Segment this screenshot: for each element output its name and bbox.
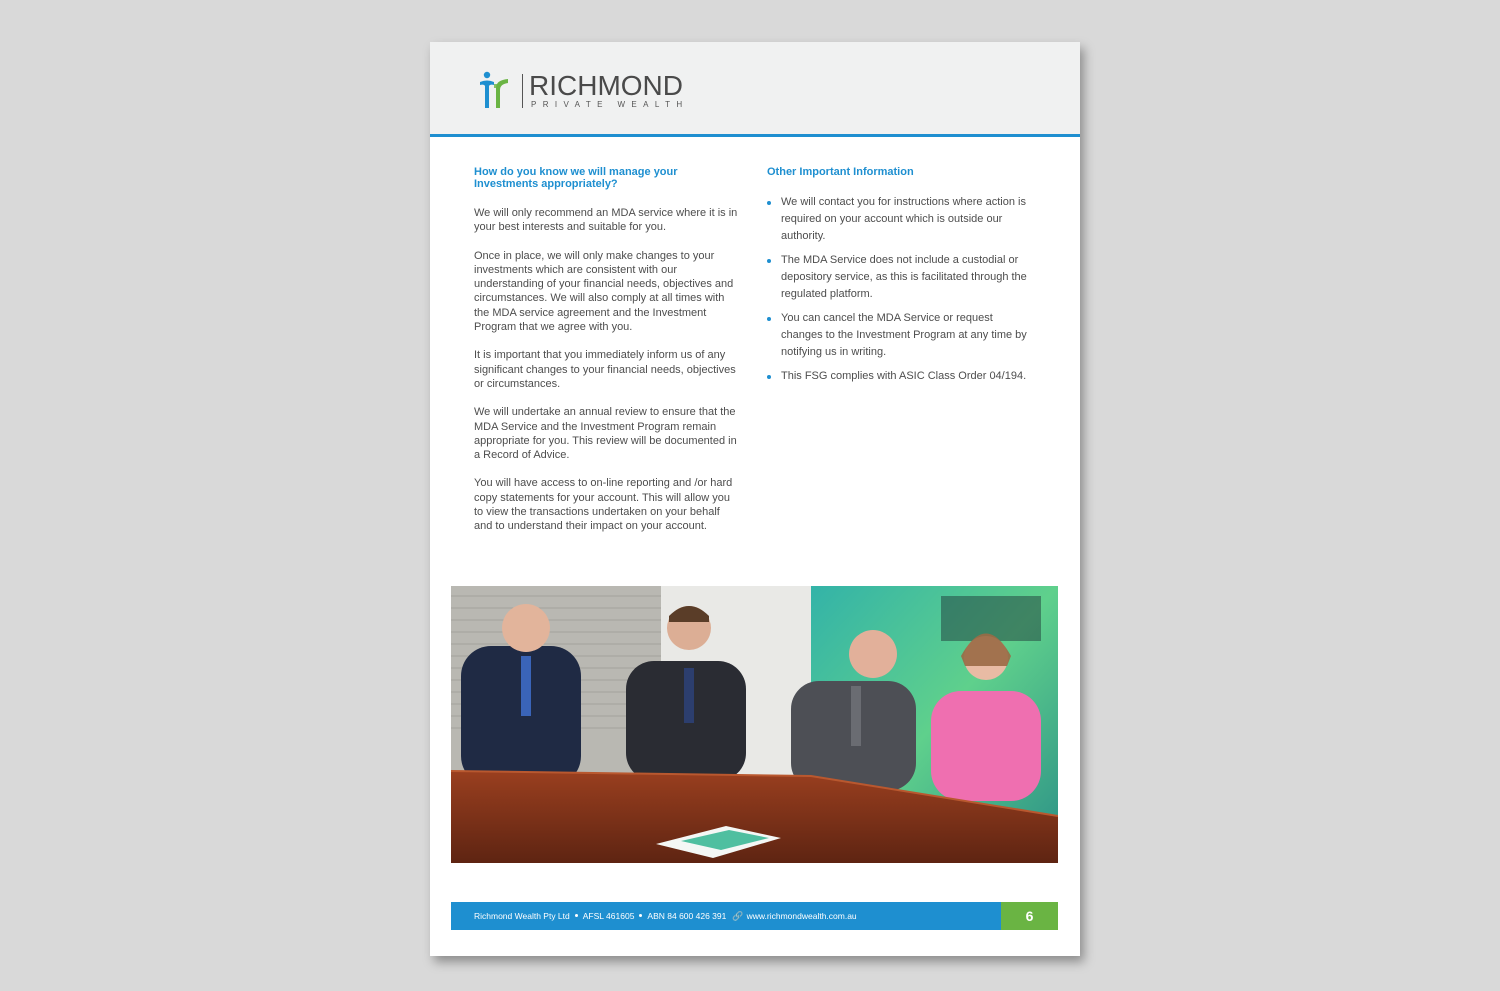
logo-tagline: PRIVATE WEALTH: [531, 100, 689, 109]
bullet-item: [767, 194, 1032, 245]
team-photo-illustration: [451, 586, 1058, 863]
paragraph: We will undertake an annual review to ensure that the MDA Service and the Investment Program remain appropriate for you. This review will be documented in a Record of Advice.: [474, 406, 737, 462]
bullet-icon: [767, 259, 771, 263]
bullet-icon: [767, 317, 771, 321]
company-logo: [478, 70, 698, 110]
footer-company: Richmond Wealth Pty Ltd: [474, 911, 570, 921]
logo-wordmark: RICHMOND: [529, 70, 683, 101]
left-column: [474, 166, 739, 548]
separator-dot-icon: [639, 914, 642, 917]
info-bullet-list: [767, 194, 1032, 385]
bullet-icon: [767, 201, 771, 205]
paragraph: Once in place, we will only make changes to your investments which are consistent with our understanding of your financial needs, objectives and circumstances. We will also comply at all times with the MDA service agreement and the Investment Program that we agree with you.: [474, 249, 734, 334]
page-number-box: [1001, 902, 1058, 930]
footer-text: [474, 910, 857, 922]
paragraph: You will have access to on-line reporting and /or hard copy statements for your account. This will allow you to view the transactions undertaken on your behalf and to understand their impact on your account.: [474, 477, 733, 533]
separator-dot-icon: [575, 914, 578, 917]
logo-divider: [522, 74, 523, 108]
paragraph: It is important that you immediately inform us of any significant changes to your financial needs, objectives or circumstances.: [474, 349, 736, 390]
left-column-heading: How do you know we will manage your Investments appropriately?: [474, 166, 678, 190]
right-column: [767, 166, 1032, 392]
footer-bar: [451, 902, 1001, 930]
footer-afsl: AFSL 461605: [582, 911, 635, 921]
page-header: [430, 42, 1080, 137]
bullet-item: [767, 252, 1032, 303]
footer-website-link[interactable]: www.richmondwealth.com.au: [746, 911, 857, 921]
bullet-text: You can cancel the MDA Service or request changes to the Investment Program at any time by notifying us in writing.: [781, 312, 1027, 358]
right-column-heading: Other Important Information: [767, 166, 914, 178]
team-photo: [451, 586, 1058, 863]
bullet-text: We will contact you for instructions where action is required on your account which is outside our authority.: [781, 196, 1026, 242]
logo-mark-icon: [478, 70, 516, 110]
page-number: 6: [1025, 908, 1034, 924]
link-icon: 🔗: [732, 911, 744, 921]
paragraph: We will only recommend an MDA service where it is in your best interests and suitable for you.: [474, 207, 738, 234]
footer-abn: ABN 84 600 426 391: [647, 911, 727, 921]
bullet-text: This FSG complies with ASIC Class Order 04/194.: [781, 370, 1027, 382]
bullet-icon: [767, 375, 771, 379]
bullet-item: [767, 368, 1032, 385]
bullet-text: The MDA Service does not include a custodial or depository service, as this is facilitated through the regulated platform.: [781, 254, 1027, 300]
document-page: [430, 42, 1080, 956]
bullet-item: [767, 310, 1032, 361]
